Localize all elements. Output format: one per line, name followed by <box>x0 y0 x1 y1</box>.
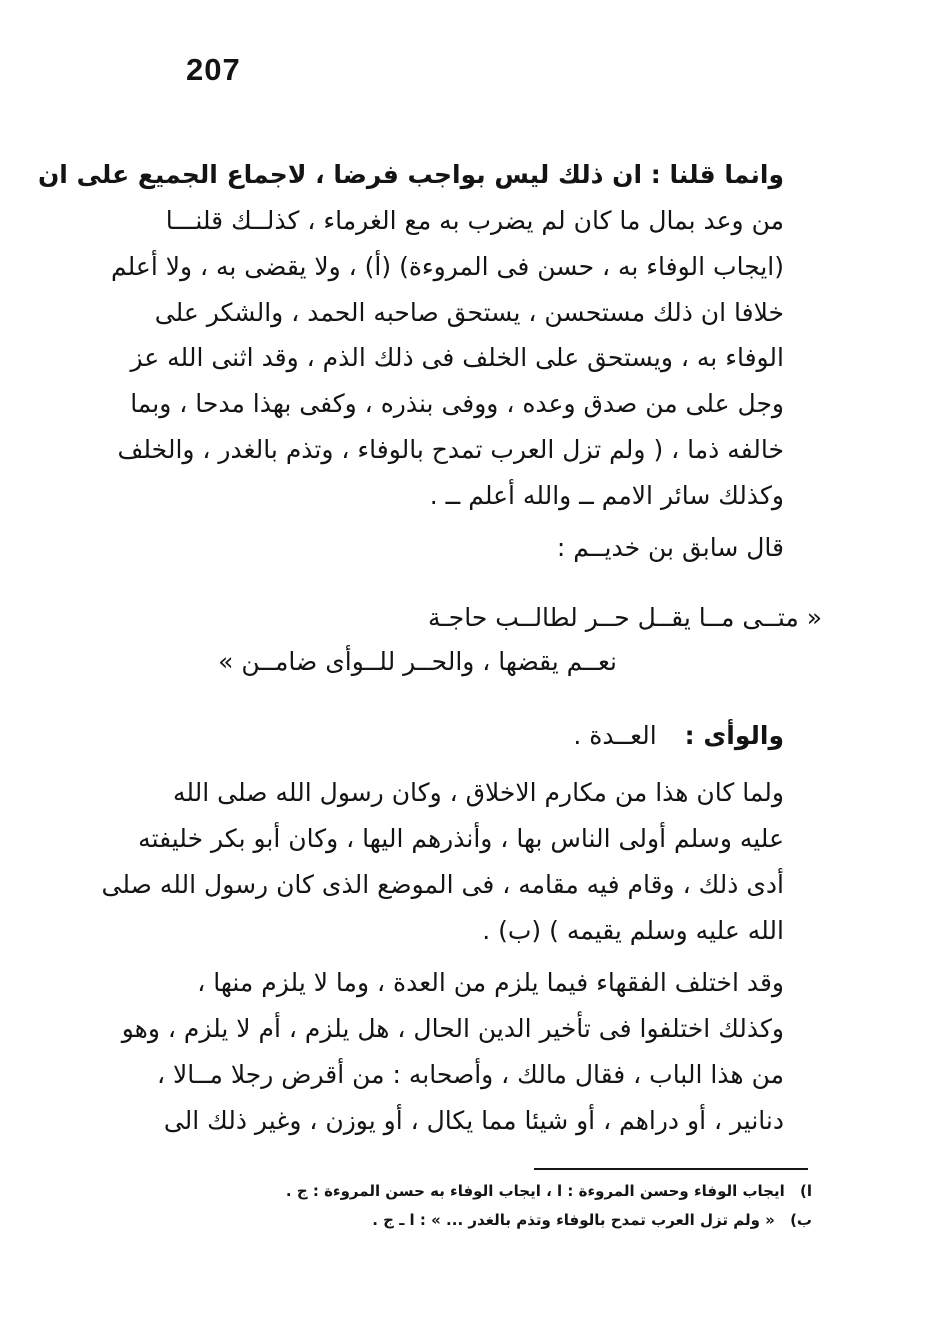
paragraph-2-line-2: عليه وسلم أولى الناس بها ، وأنذرهم اليها ، وكان أبو بكر خليفته <box>138 824 784 853</box>
definition-line <box>573 716 784 756</box>
paragraph-2-line-4: الله عليه وسلم يقيمه ) (ب) . <box>482 916 784 945</box>
definition-meaning: العــدة . <box>573 721 657 750</box>
paragraph-1-line-6: وجل على من صدق وعده ، ووفى بنذره ، وكفى بهذا مدحا ، وبما <box>130 389 784 418</box>
footnote-a-marker: ا) <box>800 1182 812 1200</box>
verse-first-hemistich: « متــى مــا يقــل حــر لطالــب حاجـة <box>428 603 822 632</box>
paragraph-3-line-4: دنانير ، أو دراهم ، أو شيئا مما يكال ، أو يوزن ، وغير ذلك الى <box>163 1106 784 1135</box>
footnote-b-text: « ولم تزل العرب تمدح بالوفاء وتذم بالغدر ... » : ا ـ ج . <box>372 1211 775 1229</box>
paragraph-1-line-8: وكذلك سائر الامم ــ والله أعلم ــ . <box>429 481 784 510</box>
paragraph-1-line-1: وانما قلنا : ان ذلك ليس بواجب فرضا ، لاجماع الجميع على ان <box>37 160 784 189</box>
paragraph-3-line-2: وكذلك اختلفوا فى تأخير الدين الحال ، هل يلزم ، أم لا يلزم ، وهو <box>121 1014 784 1043</box>
paragraph-1-line-2: من وعد بمال ما كان لم يضرب به مع الغرماء ، كذلــك قلنـــا <box>165 206 784 235</box>
paragraph-2-line-3: أدى ذلك ، وقام فيه مقامه ، فى الموضع الذى كان رسول الله صلى <box>101 870 784 899</box>
paragraph-2-line-1: ولما كان هذا من مكارم الاخلاق ، وكان رسول الله صلى الله <box>172 778 784 807</box>
paragraph-1-line-4: خلافا ان ذلك مستحسن ، يستحق صاحبه الحمد ، والشكر على <box>154 298 784 327</box>
footnote-b <box>372 1207 812 1233</box>
poet-intro: قال سابق بن خديــم : <box>556 533 784 562</box>
paragraph-3-line-1: وقد اختلف الفقهاء فيما يلزم من العدة ، وما لا يلزم منها ، <box>197 968 784 997</box>
footnote-a <box>286 1178 812 1204</box>
verse-second-hemistich: نعــم يقضها ، والحــر للــوأى ضامــن » <box>218 647 617 676</box>
paragraph-1-line-7: خالفه ذما ، ( ولم تزل العرب تمدح بالوفاء ، وتذم بالغدر ، والخلف <box>117 435 784 464</box>
footnote-b-marker: ب) <box>790 1211 812 1229</box>
footnote-a-text: ايجاب الوفاء وحسن المروءة : ا ، ايجاب الوفاء به حسن المروءة : ج . <box>285 1182 785 1200</box>
definition-term: والوأى : <box>684 721 784 750</box>
paragraph-1-line-5: الوفاء به ، ويستحق على الخلف فى ذلك الذم ، وقد اثنى الله عز <box>130 343 784 372</box>
footnote-separator <box>534 1168 808 1170</box>
page-number: 207 <box>186 52 241 87</box>
paragraph-3-line-3: من هذا الباب ، فقال مالك ، وأصحابه : من أقرض رجلا مــالا ، <box>156 1060 784 1089</box>
paragraph-1-line-3: (ايجاب الوفاء به ، حسن فى المروءة) (أ) ، ولا يقضى به ، ولا أعلم <box>110 252 784 281</box>
